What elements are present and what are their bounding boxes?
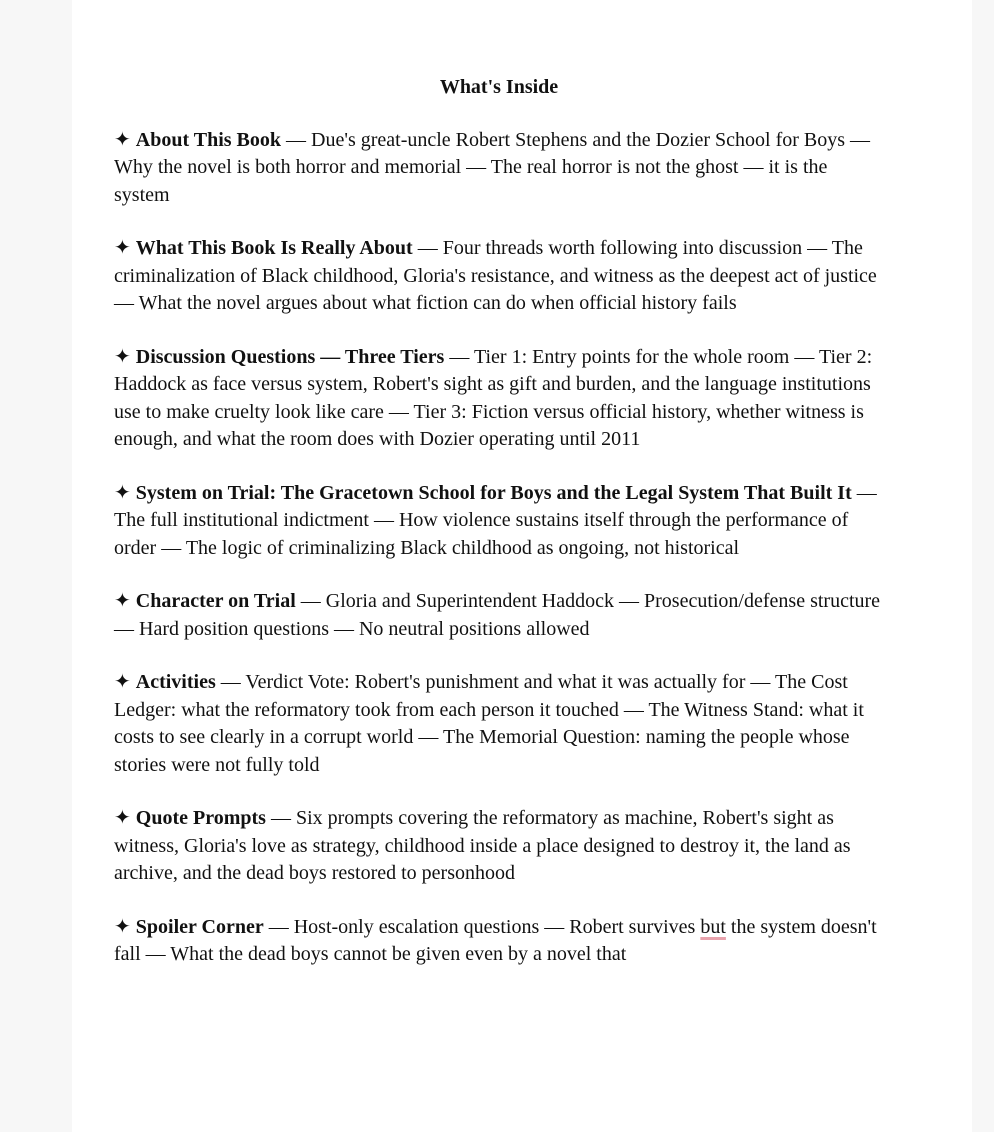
sparkle-icon: ✦ xyxy=(114,671,131,693)
toc-entry-what-this-book-is-about xyxy=(114,235,884,318)
entry-text: Tier 1: Entry points for the whole room — Tier 2: Haddock as face versus system, Robert's sight as gift and burden, and the language institutions use to make cruelty look like care — Tier 3: Fiction versus official history, whether witness is enough, and what the room does with Dozier operating until 2011 xyxy=(114,345,873,450)
sparkle-icon: ✦ xyxy=(114,237,131,259)
document-body[interactable] xyxy=(114,74,884,995)
sparkle-icon: ✦ xyxy=(114,345,131,368)
toc-entry-character-on-trial xyxy=(114,588,884,643)
entry-text: The full institutional indictment — How violence sustains itself through the performance of order — The logic of criminalizing Black childhood as ongoing, not historical xyxy=(114,509,849,559)
entry-title: Spoiler Corner xyxy=(135,915,264,938)
separator: — xyxy=(300,590,321,612)
entry-text: Four threads worth following into discussion — The criminalization of Black childhood, Gloria's resistance, and witness as the deepest act of justice — What the novel argues about what fiction can do when official history fails xyxy=(114,237,877,314)
entry-title: System on Trial: The Gracetown School for Boys and the Legal System That Built It xyxy=(135,481,852,504)
separator: — xyxy=(286,128,307,151)
sparkle-icon: ✦ xyxy=(114,128,131,151)
sparkle-icon: ✦ xyxy=(114,915,131,938)
entry-text: Verdict Vote: Robert's punishment and what it was actually for — The Cost Ledger: what the reformatory took from each person it touched — The Witness Stand: what it costs to see clearly in a corrupt world — The Memorial Question: naming the people whose stories were not fully told xyxy=(114,671,864,776)
entry-title: Activities xyxy=(135,671,216,693)
separator: — xyxy=(268,915,289,938)
document-page xyxy=(72,0,972,1132)
toc-entry-activities xyxy=(114,669,884,779)
toc-entry-about-this-book xyxy=(114,127,884,210)
entry-text: Six prompts covering the reformatory as machine, Robert's sight as witness, Gloria's love as strategy, childhood inside a place designed to destroy it, the land as archive, and the dead boys restored to personhood xyxy=(114,807,851,884)
page-title: What's Inside xyxy=(439,76,559,98)
entry-title: What This Book Is Really About xyxy=(135,237,413,259)
spellcheck-flagged-word[interactable]: but xyxy=(700,915,726,938)
sparkle-icon: ✦ xyxy=(114,807,131,829)
toc-entry-system-on-trial xyxy=(114,480,884,563)
entry-text: Due's great-uncle Robert Stephens and the Dozier School for Boys — Why the novel is both horror and memorial — The real horror is not the ghost — it is the system xyxy=(114,128,871,206)
toc-entry-quote-prompts xyxy=(114,805,884,888)
sparkle-icon: ✦ xyxy=(114,481,131,504)
entry-text: Host-only escalation questions — Robert survives xyxy=(293,915,696,938)
entry-title: Quote Prompts xyxy=(135,807,266,829)
toc-entry-spoiler-corner xyxy=(114,914,884,969)
separator: — xyxy=(270,807,291,829)
sparkle-icon: ✦ xyxy=(114,590,131,612)
entry-title: Discussion Questions — Three Tiers xyxy=(135,345,445,368)
separator: — xyxy=(856,481,877,504)
entry-title: Character on Trial xyxy=(135,590,296,612)
separator: — xyxy=(417,237,438,259)
entry-text: the system doesn't fall — What the dead boys cannot be given even by a novel that xyxy=(114,915,877,965)
separator: — xyxy=(449,345,470,368)
toc-entry-discussion-questions xyxy=(114,344,884,454)
entry-text: Gloria and Superintendent Haddock — Prosecution/defense structure — Hard position questions — No neutral positions allowed xyxy=(114,590,881,640)
separator: — xyxy=(220,671,241,693)
entry-title: About This Book xyxy=(135,128,282,151)
